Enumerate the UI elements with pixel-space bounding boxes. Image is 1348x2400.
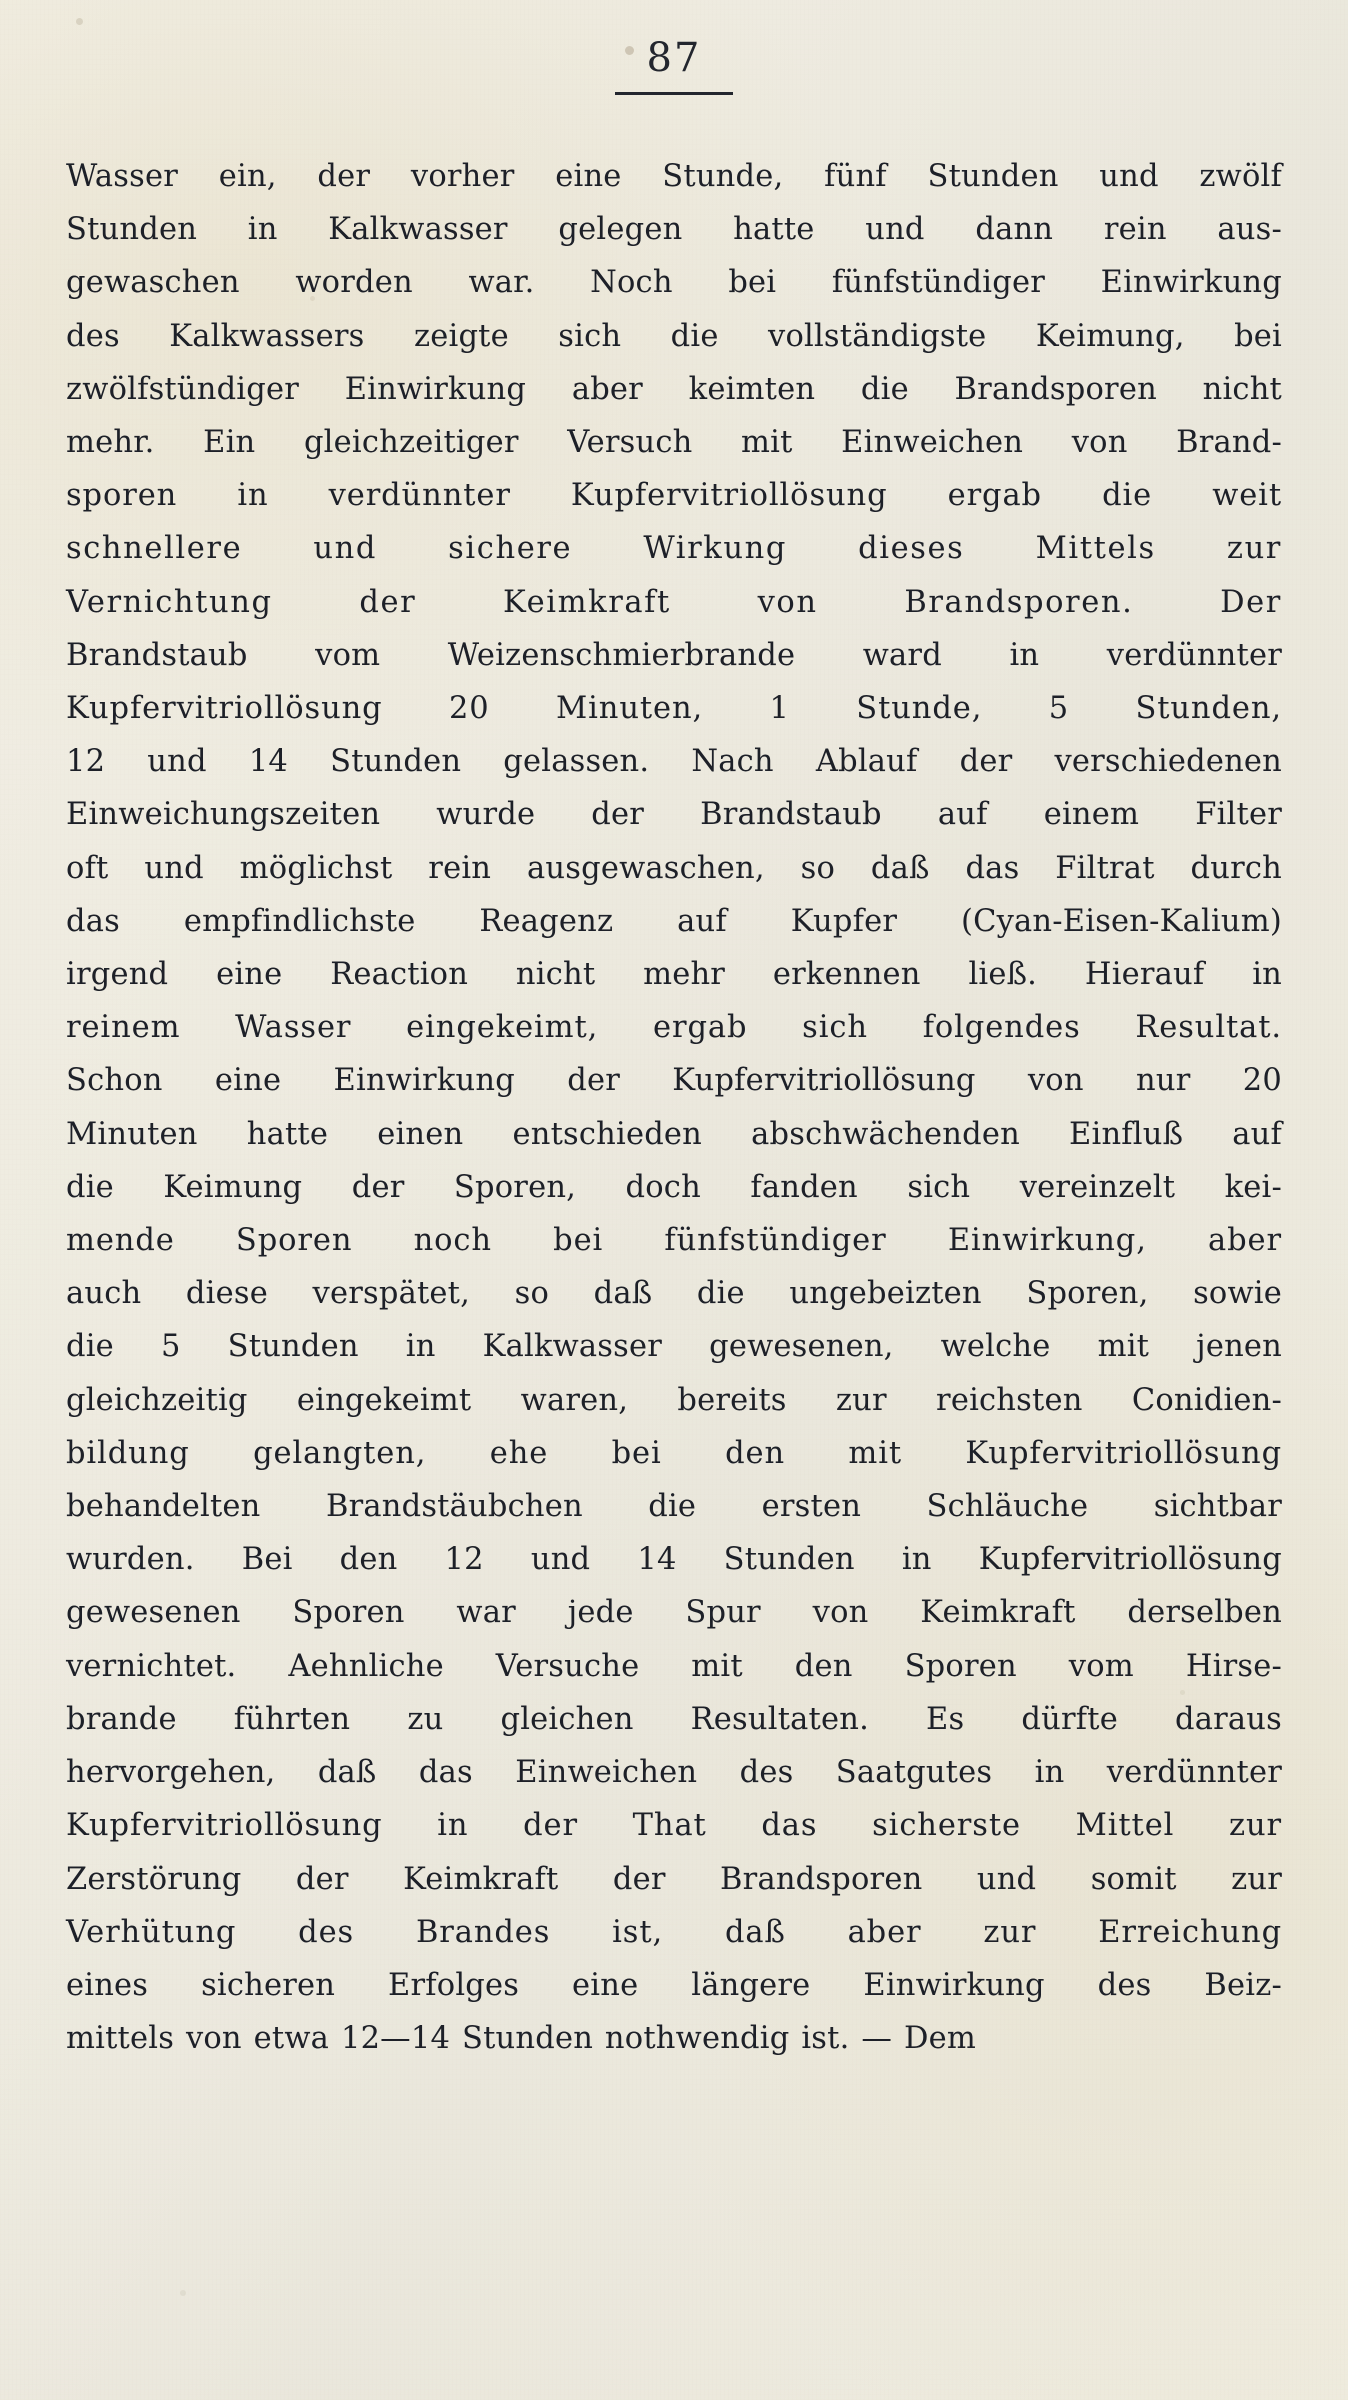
text-line: Verhütung des Brandes ist, daß aber zur Erreichung — [66, 1914, 1282, 1950]
text-line: die 5 Stunden in Kalkwasser gewesenen, welche mit jenen — [66, 1329, 1282, 1365]
text-line: Kupfervitriollösung in der That das sicherste Mittel zur — [66, 1808, 1282, 1844]
text-line: Einweichungszeiten wurde der Brandstaub auf einem Filter — [66, 797, 1282, 833]
text-line: Schon eine Einwirkung der Kupfervitriollösung von nur 20 — [66, 1063, 1282, 1099]
text-line: gewaschen worden war. Noch bei fünfstündiger Einwirkung — [66, 265, 1282, 301]
text-line: gleichzeitig eingekeimt waren, bereits zur reichsten Conidien- — [66, 1382, 1282, 1418]
text-line: schnellere und sichere Wirkung dieses Mittels zur — [66, 531, 1282, 567]
text-line: mehr. Ein gleichzeitiger Versuch mit Einweichen von Brand- — [66, 425, 1282, 461]
text-line: des Kalkwassers zeigte sich die vollständigste Keimung, bei — [66, 318, 1282, 354]
text-line: auch diese verspätet, so daß die ungebeizten Sporen, sowie — [66, 1276, 1282, 1312]
body-text — [66, 150, 1282, 2065]
text-line: mittels von etwa 12—14 Stunden nothwendig ist. — Dem — [66, 2021, 977, 2057]
text-line: sporen in verdünnter Kupfervitriollösung ergab die weit — [66, 478, 1282, 514]
paper-speck — [180, 2290, 186, 2296]
text-line: Brandstaub vom Weizenschmierbrande ward in verdünnter — [66, 637, 1282, 673]
text-line: Stunden in Kalkwasser gelegen hatte und dann rein aus- — [66, 212, 1282, 248]
text-line: behandelten Brandstäubchen die ersten Schläuche sichtbar — [66, 1489, 1282, 1525]
text-line: das empfindlichste Reagenz auf Kupfer (Cyan-Eisen-Kalium) — [66, 903, 1282, 939]
text-line: hervorgehen, daß das Einweichen des Saatgutes in verdünnter — [66, 1755, 1282, 1791]
page-number: 87 — [646, 35, 702, 81]
paper-speck — [76, 18, 83, 25]
text-line: Kupfervitriollösung 20 Minuten, 1 Stunde, 5 Stunden, — [66, 691, 1282, 727]
text-line: 12 und 14 Stunden gelassen. Nach Ablauf der verschiedenen — [66, 744, 1282, 780]
text-line: irgend eine Reaction nicht mehr erkennen ließ. Hierauf in — [66, 957, 1282, 993]
page-header — [0, 35, 1348, 95]
text-line: die Keimung der Sporen, doch fanden sich vereinzelt kei- — [66, 1169, 1282, 1205]
text-line: reinem Wasser eingekeimt, ergab sich folgendes Resultat. — [66, 1010, 1282, 1046]
header-rule — [615, 92, 733, 95]
text-line: Zerstörung der Keimkraft der Brandsporen und somit zur — [66, 1861, 1282, 1897]
text-line: Wasser ein, der vorher eine Stunde, fünf Stunden und zwölf — [66, 159, 1282, 194]
text-line: zwölfstündiger Einwirkung aber keimten die Brandsporen nicht — [66, 371, 1282, 407]
text-line: Minuten hatte einen entschieden abschwächenden Einfluß auf — [66, 1116, 1282, 1152]
text-line: vernichtet. Aehnliche Versuche mit den Sporen vom Hirse- — [66, 1648, 1282, 1684]
text-line: gewesenen Sporen war jede Spur von Keimkraft derselben — [66, 1595, 1282, 1631]
text-line: Vernichtung der Keimkraft von Brandsporen. Der — [66, 584, 1282, 620]
text-line: eines sicheren Erfolges eine längere Einwirkung des Beiz- — [66, 1967, 1282, 2003]
text-line: wurden. Bei den 12 und 14 Stunden in Kupfervitriollösung — [66, 1542, 1282, 1578]
paragraph — [66, 150, 1282, 2065]
text-line: oft und möglichst rein ausgewaschen, so daß das Filtrat durch — [66, 850, 1282, 886]
text-line: brande führten zu gleichen Resultaten. Es dürfte daraus — [66, 1701, 1282, 1737]
text-line: bildung gelangten, ehe bei den mit Kupfervitriollösung — [66, 1435, 1282, 1471]
text-line: mende Sporen noch bei fünfstündiger Einwirkung, aber — [66, 1223, 1282, 1259]
